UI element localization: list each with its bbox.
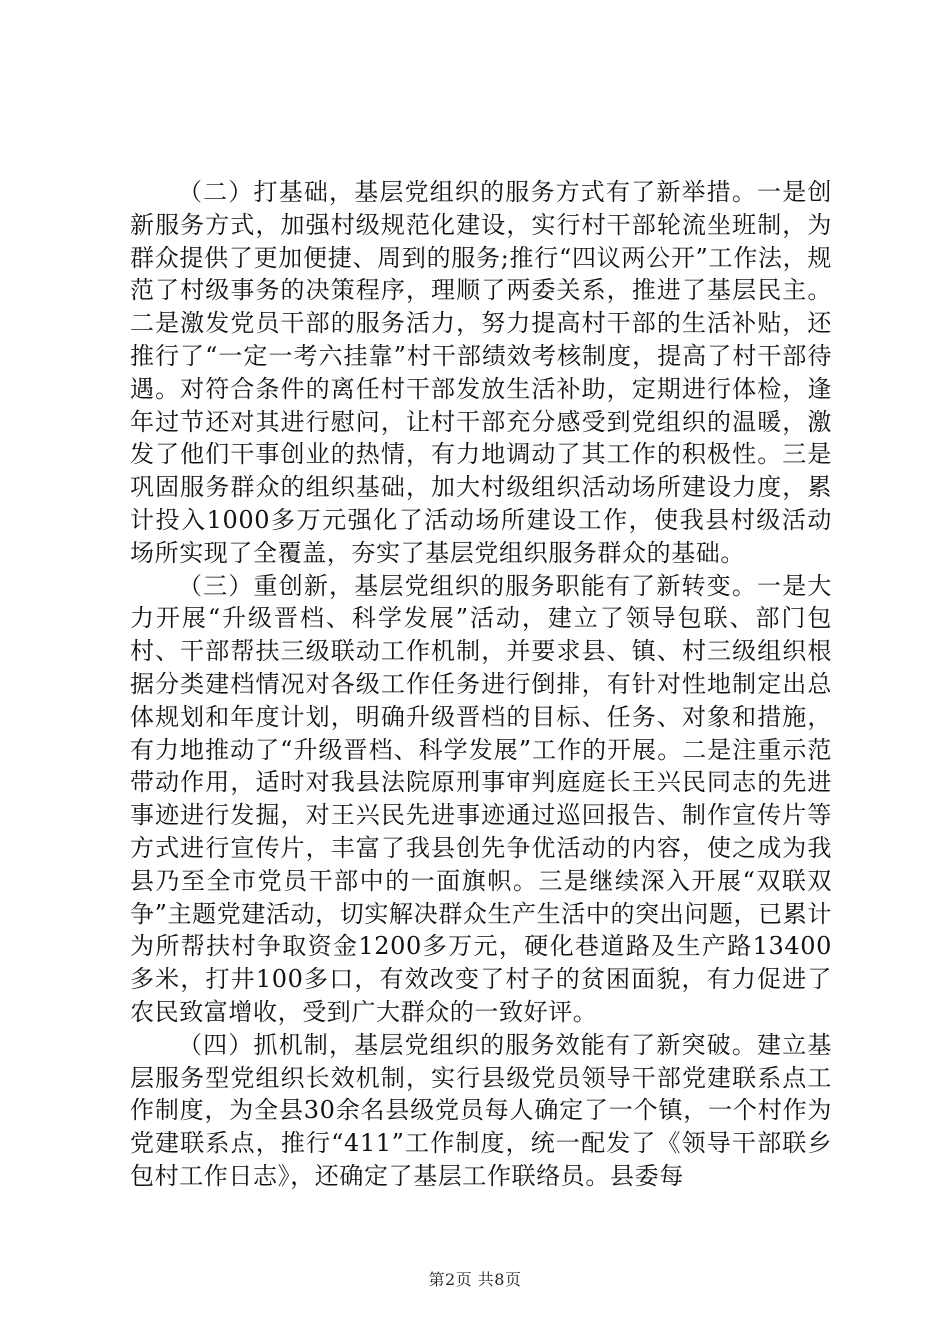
- paragraph-section-4: （四）抓机制，基层党组织的服务效能有了新突破。建立基层服务型党组织长效机制，实行县级党员领导干部党建联系点工作制度，为全县30余名县级党员每人确定了一个镇，一个村作为党建联系点，推行“411”工作制度，统一配发了《领导干部联乡包村工作日志》，还确定了基层工作联络员。县委每: [130, 1030, 832, 1190]
- paragraph-section-2: （二）打基础，基层党组织的服务方式有了新举措。一是创新服务方式，加强村级规范化建设，实行村干部轮流坐班制，为群众提供了更加便捷、周到的服务;推行“四议两公开”工作法，规范了村级事务的决策程序，理顺了两委关系，推进了基层民主。二是激发党员干部的服务活力，努力提高村干部的生活补贴，还推行了“一定一考六挂靠”村干部绩效考核制度，提高了村干部待遇。对符合条件的离任村干部发放生活补助，定期进行体检，逢年过节还对其进行慰问，让村干部充分感受到党组织的温暖，激发了他们干事创业的热情，有力地调动了其工作的积极性。三是巩固服务群众的组织基础，加大村级组织活动场所建设力度，累计投入1000多万元强化了活动场所建设工作，使我县村级活动场所实现了全覆盖，夯实了基层党组织服务群众的基础。: [130, 178, 832, 567]
- document-body: [130, 176, 832, 1193]
- page-footer: 第2页 共8页: [428, 1270, 522, 1289]
- paragraph-section-3: （三）重创新，基层党组织的服务职能有了新转变。一是大力开展“升级晋档、科学发展”活动，建立了领导包联、部门包村、干部帮扶三级联动工作机制，并要求县、镇、村三级组织根据分类建档情况对各级工作任务进行倒排，有针对性地制定出总体规划和年度计划，明确升级晋档的目标、任务、对象和措施，有力地推动了“升级晋档、科学发展”工作的开展。二是注重示范带动作用，适时对我县法院原刑事审判庭庭长王兴民同志的先进事迹进行发掘，对王兴民先进事迹通过巡回报告、制作宣传片等方式进行宣传片，丰富了我县创先争优活动的内容，使之成为我县乃至全市党员干部中的一面旗帜。三是继续深入开展“双联双争”主题党建活动，切实解决群众生产生活中的突出问题，已累计为所帮扶村争取资金1200多万元，硬化巷道路及生产路13400多米，打井100多口，有效改变了村子的贫困面貌，有力促进了农民致富增收，受到广大群众的一致好评。: [130, 571, 832, 1026]
